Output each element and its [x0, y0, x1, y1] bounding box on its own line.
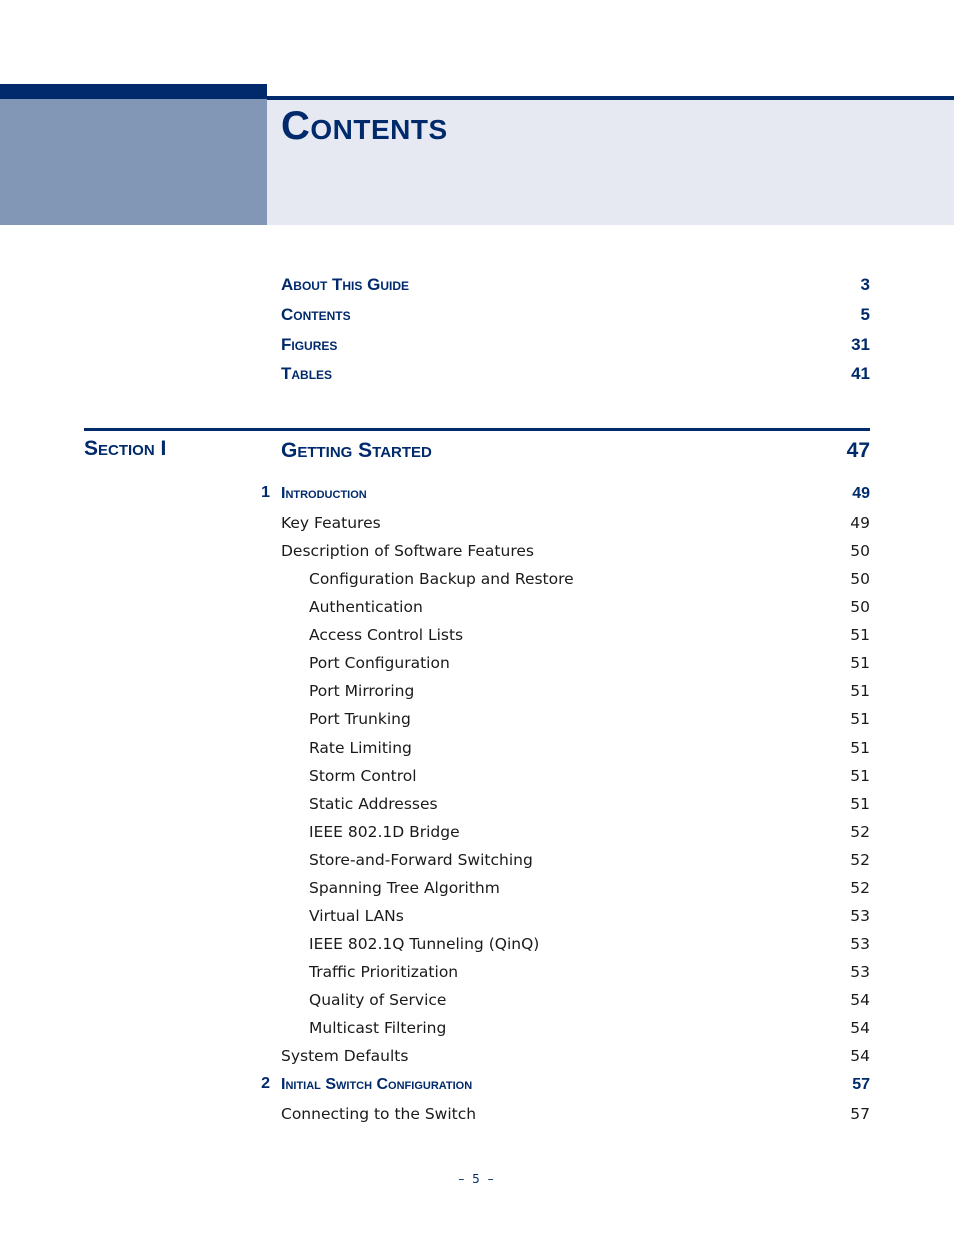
toc-entry[interactable] — [309, 708, 870, 730]
toc-entry-text: Traffic Prioritization — [309, 963, 459, 981]
toc-entry-text: Key Features — [281, 514, 381, 532]
section-title: Getting Started — [281, 439, 432, 462]
toc-front-figures[interactable] — [281, 334, 870, 356]
toc-entry-page: 53 — [850, 963, 870, 981]
toc-entry[interactable] — [309, 737, 870, 759]
toc-entry-text: Spanning Tree Algorithm — [309, 879, 500, 897]
toc-entry-page: 54 — [850, 991, 870, 1009]
toc-entry-text: Virtual LANs — [309, 907, 404, 925]
toc-entry-text: Configuration Backup and Restore — [309, 570, 574, 588]
toc-entry-text: Port Trunking — [309, 710, 411, 728]
chapter-title: Initial Switch Configuration — [281, 1076, 473, 1093]
toc-entry-page: 51 — [850, 626, 870, 644]
toc-entry-text: System Defaults — [281, 1047, 409, 1065]
toc-front-label: Contents — [281, 305, 351, 324]
header-block-bar — [0, 84, 267, 99]
toc-entry-text: IEEE 802.1Q Tunneling (QinQ) — [309, 935, 540, 953]
toc-entry-page: 53 — [850, 935, 870, 953]
toc-entry-page: 53 — [850, 907, 870, 925]
toc-entry[interactable] — [309, 849, 870, 871]
toc-entry-text: Rate Limiting — [309, 739, 412, 757]
section-page: 47 — [846, 439, 870, 462]
toc-entry-text: Connecting to the Switch — [281, 1105, 477, 1123]
toc-entry[interactable] — [309, 1017, 870, 1039]
toc-entry-page: 52 — [850, 823, 870, 841]
toc-front-tables[interactable] — [281, 363, 870, 385]
chapter-number: 2 — [261, 1075, 270, 1092]
toc-front-label: Figures — [281, 335, 338, 354]
toc-entry[interactable] — [309, 568, 870, 590]
toc-front-page: 5 — [860, 305, 870, 324]
toc-chapter-initial-switch-configuration[interactable] — [281, 1074, 870, 1096]
toc-entry-page: 50 — [850, 598, 870, 616]
toc-front-about[interactable] — [281, 274, 870, 296]
toc-entry[interactable] — [281, 512, 870, 534]
toc-entry-text: Storm Control — [309, 767, 417, 785]
toc-entry[interactable] — [309, 933, 870, 955]
page-title: Contents — [281, 104, 448, 148]
toc-entry-text: Quality of Service — [309, 991, 447, 1009]
toc-entry-text: Static Addresses — [309, 795, 438, 813]
header-block — [0, 84, 267, 225]
header-rule — [267, 96, 954, 100]
toc-entry-page: 52 — [850, 851, 870, 869]
toc-entry-text: IEEE 802.1D Bridge — [309, 823, 460, 841]
toc-entry[interactable] — [309, 652, 870, 674]
toc-entry[interactable] — [309, 877, 870, 899]
chapter-page: 49 — [852, 485, 870, 502]
toc-front-label: Tables — [281, 364, 333, 383]
toc-entry[interactable] — [281, 1045, 870, 1067]
toc-entry[interactable] — [309, 680, 870, 702]
toc-entry[interactable] — [309, 596, 870, 618]
chapter-title: Introduction — [281, 485, 367, 502]
toc-entry[interactable] — [309, 961, 870, 983]
toc-entry[interactable] — [281, 1103, 870, 1125]
toc-entry-text: Authentication — [309, 598, 423, 616]
toc-front-page: 31 — [851, 335, 870, 354]
toc-entry[interactable] — [281, 540, 870, 562]
toc-entry[interactable] — [309, 793, 870, 815]
toc-section-getting-started[interactable] — [281, 437, 870, 465]
toc-front-contents[interactable] — [281, 304, 870, 326]
toc-entry-text: Port Configuration — [309, 654, 450, 672]
toc-entry-page: 50 — [850, 570, 870, 588]
chapter-number: 1 — [261, 484, 270, 501]
toc-entry[interactable] — [309, 624, 870, 646]
toc-entry-page: 51 — [850, 710, 870, 728]
toc-entry-page: 54 — [850, 1019, 870, 1037]
toc-front-page: 3 — [860, 275, 870, 294]
toc-entry[interactable] — [309, 821, 870, 843]
section-label: Section I — [84, 437, 167, 460]
toc-entry-page: 51 — [850, 682, 870, 700]
toc-entry-text: Multicast Filtering — [309, 1019, 447, 1037]
toc-front-page: 41 — [851, 364, 870, 383]
toc-entry-text: Access Control Lists — [309, 626, 464, 644]
toc-entry[interactable] — [309, 905, 870, 927]
toc-entry-page: 51 — [850, 767, 870, 785]
page-number: – 5 – — [458, 1172, 496, 1186]
toc-entry-page: 49 — [850, 514, 870, 532]
toc-entry-page: 54 — [850, 1047, 870, 1065]
toc-entry-page: 52 — [850, 879, 870, 897]
toc-entry-page: 50 — [850, 542, 870, 560]
toc-entry-text: Description of Software Features — [281, 542, 534, 560]
toc-entry-page: 51 — [850, 739, 870, 757]
toc-entry-page: 57 — [850, 1105, 870, 1123]
chapter-page: 57 — [852, 1076, 870, 1093]
toc-entry-page: 51 — [850, 795, 870, 813]
toc-entry-text: Port Mirroring — [309, 682, 415, 700]
toc-entry[interactable] — [309, 765, 870, 787]
toc-chapter-introduction[interactable] — [281, 483, 870, 505]
toc-front-label: About This Guide — [281, 275, 410, 294]
section-rule — [84, 428, 870, 431]
toc-entry-text: Store-and-Forward Switching — [309, 851, 533, 869]
toc-entry-page: 51 — [850, 654, 870, 672]
toc-entry[interactable] — [309, 989, 870, 1011]
